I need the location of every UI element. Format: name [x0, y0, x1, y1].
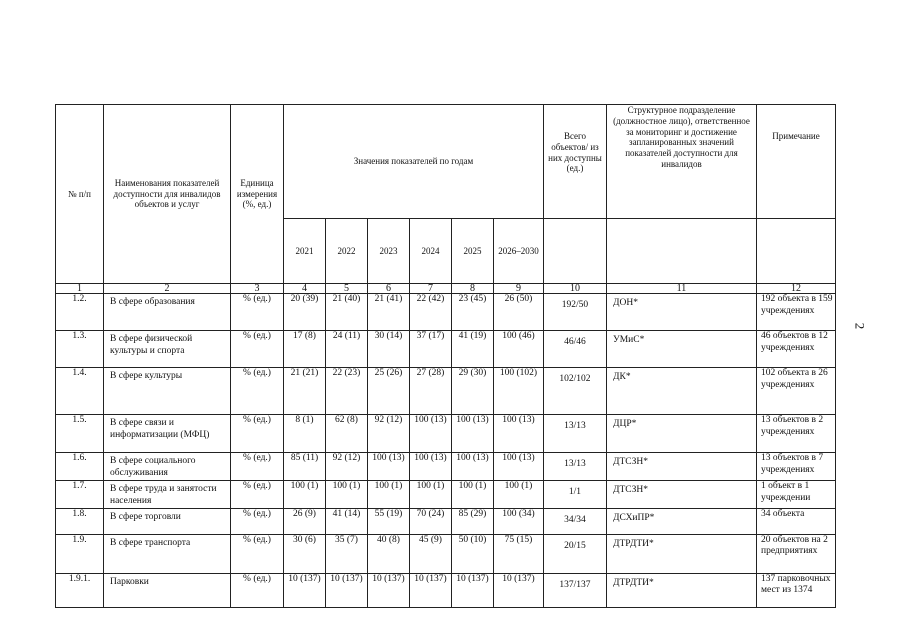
table-row [56, 294, 836, 331]
table-row [56, 480, 836, 508]
unit: % (ед.) [231, 415, 284, 453]
value-2025: 23 (45) [452, 294, 494, 331]
unit: % (ед.) [231, 534, 284, 573]
value-2023: 30 (14) [368, 331, 410, 368]
value-2022: 41 (14) [326, 508, 368, 534]
value-2025: 85 (29) [452, 508, 494, 534]
value-2022: 62 (8) [326, 415, 368, 453]
note: 13 объектов в 2 учреждениях [757, 415, 836, 453]
value-2023: 21 (41) [368, 294, 410, 331]
column-number: 6 [368, 284, 410, 294]
value-2025: 100 (13) [452, 415, 494, 453]
department: УМиС* [607, 331, 757, 368]
value-2026-2030: 100 (34) [494, 508, 544, 534]
total-objects: 13/13 [544, 453, 607, 481]
row-number: 1.3. [56, 331, 104, 368]
year-header: 2022 [326, 219, 368, 284]
value-2023: 25 (26) [368, 368, 410, 415]
unit: % (ед.) [231, 480, 284, 508]
value-2021: 100 (1) [284, 480, 326, 508]
column-number: 2 [104, 284, 231, 294]
department: ДСХиПР* [607, 508, 757, 534]
indicator-name: В сфере социального обслуживания [104, 453, 231, 481]
value-2021: 30 (6) [284, 534, 326, 573]
value-2024: 100 (13) [410, 415, 452, 453]
column-number: 4 [284, 284, 326, 294]
value-2025: 41 (19) [452, 331, 494, 368]
value-2024: 45 (9) [410, 534, 452, 573]
accessibility-indicators-table [55, 104, 836, 608]
header-total: Всего объектов/ из них доступны (ед.) [544, 105, 607, 219]
value-2023: 40 (8) [368, 534, 410, 573]
table-row [56, 508, 836, 534]
total-objects: 1/1 [544, 480, 607, 508]
department: ДЦР* [607, 415, 757, 453]
row-number: 1.8. [56, 508, 104, 534]
note: 102 объекта в 26 учреждениях [757, 368, 836, 415]
empty-cell [757, 219, 836, 284]
value-2023: 92 (12) [368, 415, 410, 453]
indicator-name: Парковки [104, 573, 231, 607]
indicator-name: В сфере торговли [104, 508, 231, 534]
column-number: 3 [231, 284, 284, 294]
value-2021: 21 (21) [284, 368, 326, 415]
indicator-name: В сфере физической культуры и спорта [104, 331, 231, 368]
table-row [56, 368, 836, 415]
indicator-name: В сфере транспорта [104, 534, 231, 573]
value-2022: 21 (40) [326, 294, 368, 331]
column-number: 12 [757, 284, 836, 294]
value-2026-2030: 10 (137) [494, 573, 544, 607]
total-objects: 192/50 [544, 294, 607, 331]
year-header: 2023 [368, 219, 410, 284]
value-2026-2030: 100 (102) [494, 368, 544, 415]
row-number: 1.6. [56, 453, 104, 481]
header-dept: Структурное подразделение (должностное лицо), ответственное за мониторинг и достижение запланированных значений показателей доступности для инвалидов [607, 105, 757, 219]
table-row [56, 534, 836, 573]
indicator-name: В сфере образования [104, 294, 231, 331]
column-numbers-row [56, 284, 836, 294]
value-2023: 100 (1) [368, 480, 410, 508]
value-2021: 10 (137) [284, 573, 326, 607]
row-number: 1.2. [56, 294, 104, 331]
total-objects: 20/15 [544, 534, 607, 573]
value-2026-2030: 100 (13) [494, 453, 544, 481]
column-number: 9 [494, 284, 544, 294]
unit: % (ед.) [231, 368, 284, 415]
total-objects: 13/13 [544, 415, 607, 453]
table-row [56, 453, 836, 481]
value-2021: 20 (39) [284, 294, 326, 331]
header-note: Примечание [757, 105, 836, 219]
note: 13 объектов в 7 учреждениях [757, 453, 836, 481]
value-2024: 37 (17) [410, 331, 452, 368]
note: 192 объекта в 159 учреждениях [757, 294, 836, 331]
value-2025: 10 (137) [452, 573, 494, 607]
value-2021: 85 (11) [284, 453, 326, 481]
value-2026-2030: 100 (13) [494, 415, 544, 453]
value-2024: 70 (24) [410, 508, 452, 534]
value-2025: 100 (13) [452, 453, 494, 481]
empty-cell [544, 219, 607, 284]
value-2024: 100 (13) [410, 453, 452, 481]
year-header: 2024 [410, 219, 452, 284]
total-objects: 46/46 [544, 331, 607, 368]
value-2021: 8 (1) [284, 415, 326, 453]
year-header: 2026–2030 [494, 219, 544, 284]
total-objects: 102/102 [544, 368, 607, 415]
row-number: 1.7. [56, 480, 104, 508]
row-number: 1.5. [56, 415, 104, 453]
value-2024: 100 (1) [410, 480, 452, 508]
unit: % (ед.) [231, 331, 284, 368]
header-name: Наименования показателей доступности для инвалидов объектов и услуг [104, 105, 231, 284]
value-2022: 10 (137) [326, 573, 368, 607]
indicator-name: В сфере связи и информатизации (МФЦ) [104, 415, 231, 453]
header-values: Значения показателей по годам [284, 105, 544, 219]
table-row [56, 573, 836, 607]
value-2022: 35 (7) [326, 534, 368, 573]
value-2024: 22 (42) [410, 294, 452, 331]
value-2022: 24 (11) [326, 331, 368, 368]
department: ДТРДТИ* [607, 573, 757, 607]
column-number: 11 [607, 284, 757, 294]
year-header: 2025 [452, 219, 494, 284]
value-2024: 27 (28) [410, 368, 452, 415]
value-2026-2030: 26 (50) [494, 294, 544, 331]
header-unit: Единица измерения (%, ед.) [231, 105, 284, 284]
value-2026-2030: 75 (15) [494, 534, 544, 573]
year-header: 2021 [284, 219, 326, 284]
unit: % (ед.) [231, 508, 284, 534]
indicator-name: В сфере труда и занятости населения [104, 480, 231, 508]
value-2026-2030: 100 (1) [494, 480, 544, 508]
indicator-name: В сфере культуры [104, 368, 231, 415]
column-number: 8 [452, 284, 494, 294]
value-2025: 29 (30) [452, 368, 494, 415]
value-2026-2030: 100 (46) [494, 331, 544, 368]
department: ДОН* [607, 294, 757, 331]
department: ДК* [607, 368, 757, 415]
value-2025: 50 (10) [452, 534, 494, 573]
value-2024: 10 (137) [410, 573, 452, 607]
value-2025: 100 (1) [452, 480, 494, 508]
value-2023: 100 (13) [368, 453, 410, 481]
table-row [56, 415, 836, 453]
value-2023: 55 (19) [368, 508, 410, 534]
unit: % (ед.) [231, 294, 284, 331]
note: 46 объектов в 12 учреждениях [757, 331, 836, 368]
unit: % (ед.) [231, 453, 284, 481]
unit: % (ед.) [231, 573, 284, 607]
column-number: 7 [410, 284, 452, 294]
total-objects: 137/137 [544, 573, 607, 607]
column-number: 5 [326, 284, 368, 294]
column-number: 1 [56, 284, 104, 294]
note: 137 парковочных мест из 1374 [757, 573, 836, 607]
value-2022: 100 (1) [326, 480, 368, 508]
value-2021: 17 (8) [284, 331, 326, 368]
header-num: № п/п [56, 105, 104, 284]
row-number: 1.9.1. [56, 573, 104, 607]
total-objects: 34/34 [544, 508, 607, 534]
row-number: 1.4. [56, 368, 104, 415]
note: 1 объект в 1 учреждении [757, 480, 836, 508]
page-number: 2 [852, 322, 868, 330]
value-2022: 22 (23) [326, 368, 368, 415]
value-2022: 92 (12) [326, 453, 368, 481]
department: ДТСЗН* [607, 480, 757, 508]
column-number: 10 [544, 284, 607, 294]
value-2021: 26 (9) [284, 508, 326, 534]
department: ДТСЗН* [607, 453, 757, 481]
row-number: 1.9. [56, 534, 104, 573]
value-2023: 10 (137) [368, 573, 410, 607]
note: 34 объекта [757, 508, 836, 534]
note: 20 объектов на 2 предприятиях [757, 534, 836, 573]
table-row [56, 331, 836, 368]
empty-cell [607, 219, 757, 284]
department: ДТРДТИ* [607, 534, 757, 573]
